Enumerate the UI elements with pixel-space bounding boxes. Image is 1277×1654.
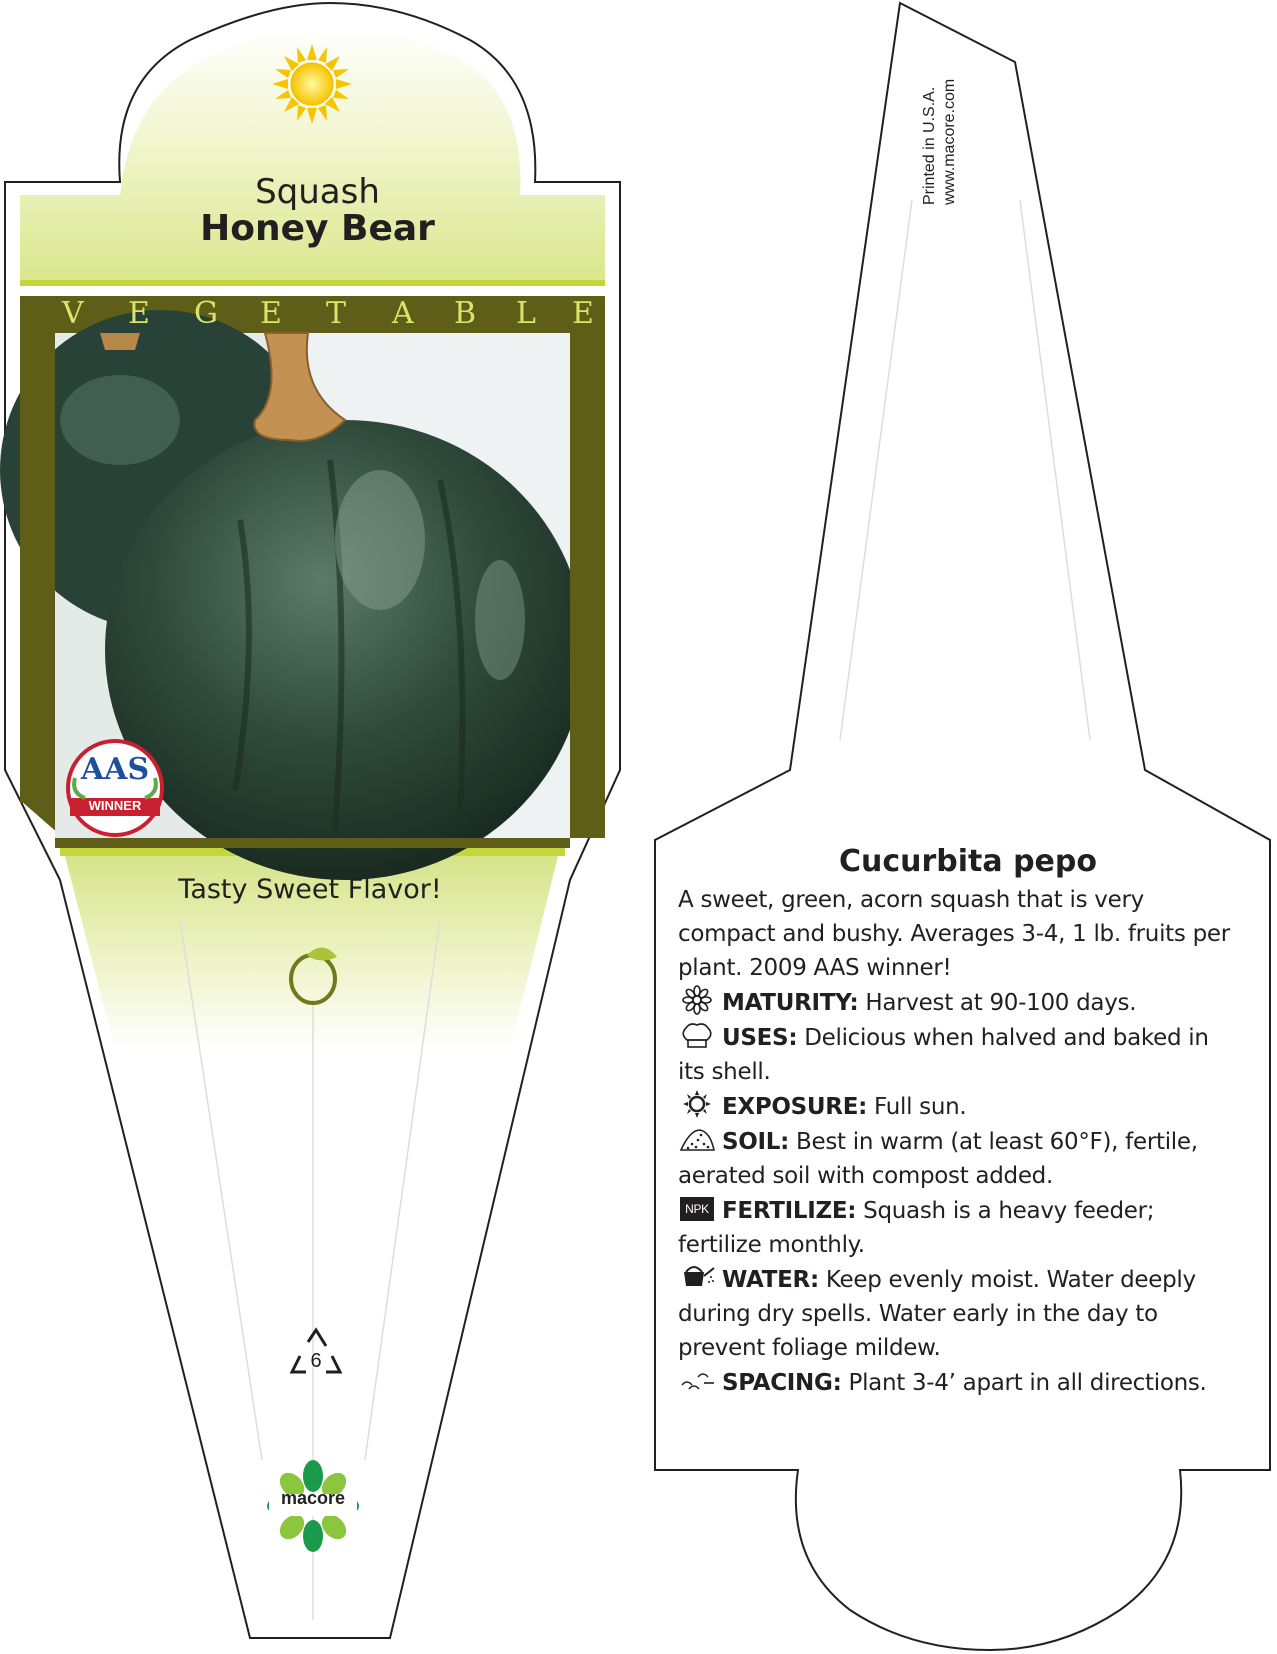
tagline: Tasty Sweet Flavor!	[178, 874, 442, 905]
category-letter: B	[454, 296, 477, 331]
category-letter: T	[326, 296, 347, 331]
care-maturity	[678, 985, 1238, 1020]
chef-hat-icon	[678, 1020, 716, 1050]
badge-bottom-text: WINNER	[88, 798, 142, 813]
soil-icon	[678, 1124, 716, 1154]
care-text: Keep evenly moist. Water deeply during dry spells. Water early in the day to prevent foliage mildew.	[678, 1267, 1196, 1361]
care-label: WATER:	[722, 1267, 819, 1293]
care-text: Harvest at 90-100 days.	[865, 990, 1137, 1016]
sun-icon	[272, 44, 352, 124]
care-spacing	[678, 1365, 1238, 1400]
care-text: Squash is a heavy feeder; fertilize monthly.	[678, 1198, 1155, 1258]
care-text: Best in warm (at least 60°F), fertile, aerated soil with compost added.	[678, 1129, 1198, 1189]
brand-name: macore	[280, 1488, 346, 1508]
flower-icon	[678, 985, 716, 1015]
watering-can-icon	[678, 1262, 716, 1292]
care-label: MATURITY:	[722, 990, 859, 1016]
category-letter: G	[194, 296, 218, 331]
website: www.macore.com	[941, 78, 958, 205]
care-label: USES:	[722, 1025, 798, 1051]
common-name: Squash	[255, 172, 380, 212]
scientific-name: Cucurbita pepo	[838, 844, 1097, 879]
care-fertilize	[678, 1193, 1238, 1262]
back-tag-outline	[655, 3, 1270, 1650]
print-info	[920, 79, 960, 205]
recycle-number: 6	[310, 1350, 322, 1372]
care-soil	[678, 1124, 1238, 1193]
npk-icon	[678, 1193, 716, 1223]
care-text: Plant 3-4’ apart in all directions.	[848, 1370, 1207, 1396]
category-letter: L	[516, 296, 536, 331]
category-letter: E	[572, 296, 594, 331]
variety-name: Honey Bear	[200, 208, 435, 249]
header-rule	[20, 280, 605, 286]
badge-top-text: AAS	[80, 752, 150, 787]
npk-label: NPK	[680, 1197, 714, 1221]
care-water	[678, 1262, 1238, 1365]
care-label: SOIL:	[722, 1129, 790, 1155]
care-label: EXPOSURE:	[722, 1094, 868, 1120]
description: A sweet, green, acorn squash that is very compact and bushy. Averages 3-4, 1 lb. fruits per plant. 2009 AAS winner!	[678, 887, 1230, 981]
category-letter: A	[392, 296, 414, 331]
care-exposure	[678, 1089, 1238, 1124]
category-letter: E	[128, 296, 150, 331]
care-uses	[678, 1020, 1238, 1089]
spacing-icon	[678, 1365, 716, 1395]
care-label: SPACING:	[722, 1370, 842, 1396]
care-text: Delicious when halved and baked in its shell.	[678, 1025, 1209, 1085]
back-content	[678, 844, 1238, 1400]
care-label: FERTILIZE:	[722, 1198, 857, 1224]
category-letter: V	[62, 296, 84, 331]
care-text: Full sun.	[874, 1094, 967, 1120]
sun-icon	[678, 1089, 716, 1119]
category-letter: E	[260, 296, 282, 331]
category-band	[20, 296, 605, 332]
printed-in: Printed in U.S.A.	[921, 86, 938, 205]
